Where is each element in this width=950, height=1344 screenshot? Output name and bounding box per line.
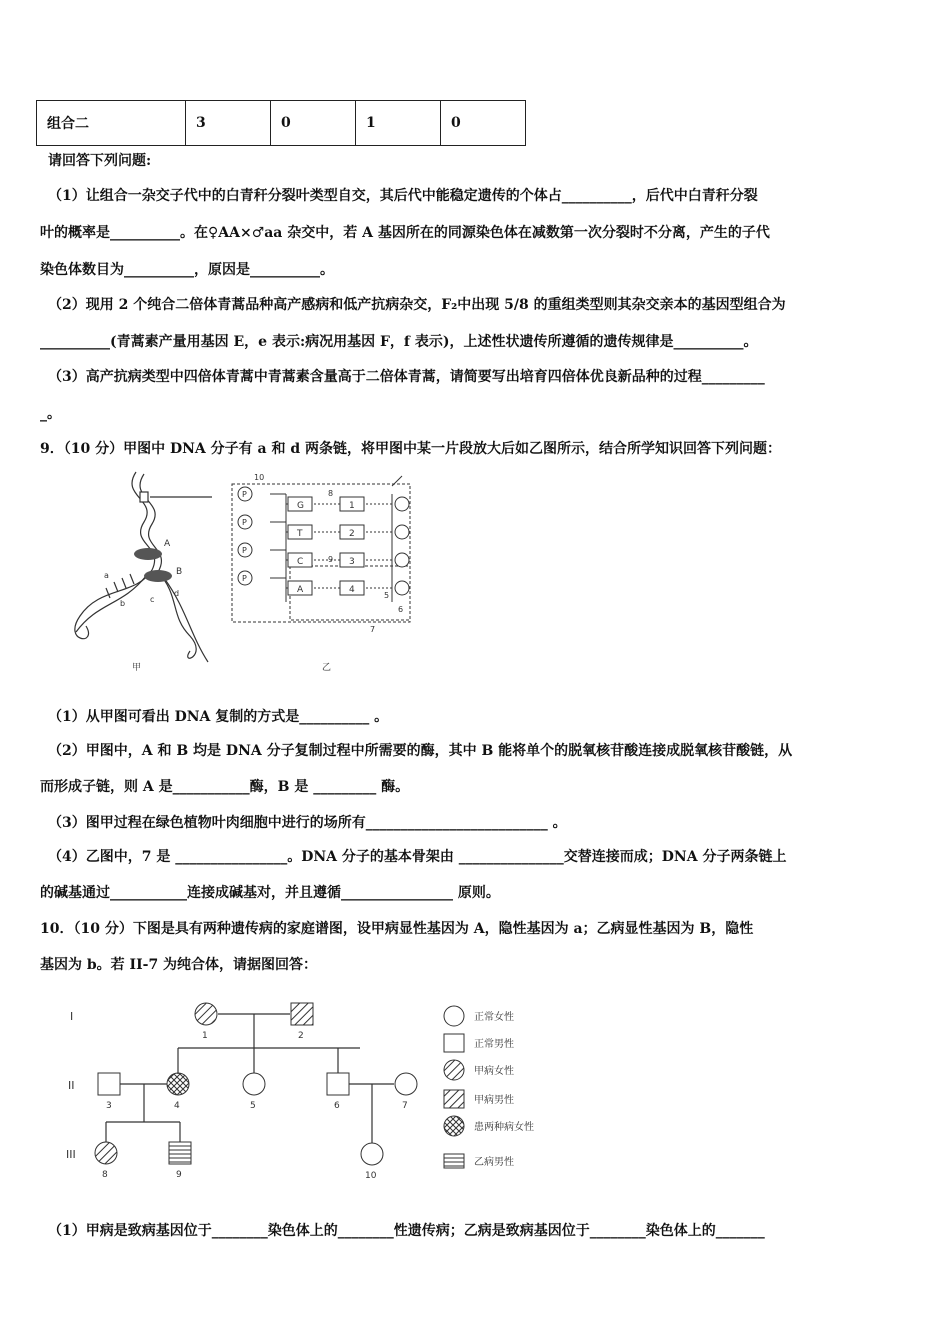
- id-label: 10: [365, 1171, 377, 1181]
- strand-label: b: [120, 599, 126, 608]
- id-label: 1: [202, 1031, 208, 1041]
- text-line: 基因为 b。若 II-7 为纯合体，请据图回答：: [40, 957, 318, 973]
- base-label: T: [297, 529, 303, 539]
- table-cell-group: 组合二: [37, 101, 186, 146]
- question-9-stem: 9．（10 分）甲图中 DNA 分子有 a 和 d 两条链，将甲图中某一片段放大后如乙图所示，结合所学知识回答下列问题：: [40, 441, 781, 457]
- enzyme-b-label: B: [176, 567, 183, 577]
- enzyme-a-label: A: [164, 539, 171, 549]
- text-line: 的碱基通过___________连接成碱基对，并且遵循________________ 原则。: [40, 885, 500, 901]
- generation-label: I: [70, 1010, 74, 1023]
- id-label: 2: [298, 1031, 304, 1041]
- enzyme-b-shape: [144, 570, 172, 582]
- id-label: 9: [176, 1170, 182, 1180]
- generation-label: III: [66, 1148, 76, 1161]
- text-line: 而形成子链，则 A 是___________酶，B 是 _________ 酶。: [40, 779, 410, 795]
- base-label: A: [297, 585, 304, 595]
- phosphate-label: P: [242, 518, 247, 527]
- individual-6: [327, 1073, 349, 1095]
- base-number: 2: [349, 529, 355, 539]
- table-cell: 3: [186, 101, 271, 146]
- figure-jia: [75, 472, 212, 662]
- base-number: 4: [349, 585, 355, 595]
- individual-5: [243, 1073, 265, 1095]
- label-5: 5: [384, 591, 390, 600]
- legend-label: 甲病男性: [474, 1095, 514, 1106]
- enzyme-a-shape: [134, 548, 162, 560]
- text-line: （4）乙图中，7 是 ________________。DNA 分子的基本骨架由 _______________交替连接而成；DNA 分子两条链上: [48, 849, 787, 865]
- legend-label: 乙病男性: [474, 1157, 514, 1168]
- generation-label: II: [68, 1079, 75, 1092]
- table-cell: 0: [441, 101, 526, 146]
- phosphate-label: P: [242, 490, 247, 499]
- text-line: （2）现用 2 个纯合二倍体青蒿品种高产感病和低产抗病杂交，F₂中出现 5/8 的重组类型则其杂交亲本的基因型组合为: [48, 297, 786, 313]
- question-10-stem: 10．（10 分）下图是具有两种遗传病的家庭谱图，设甲病显性基因为 A，隐性基因为 a；乙病显性基因为 B，隐性: [40, 921, 754, 937]
- base-number: 3: [349, 557, 355, 567]
- text-line: （1）让组合一杂交子代中的白青秆分裂叶类型自交，其后代中能稳定遗传的个体占__________，后代中白青秆分裂: [48, 188, 758, 204]
- pedigree-legend: [444, 1006, 534, 1168]
- result-table: [36, 100, 526, 146]
- individual-1: [195, 1003, 217, 1025]
- strand-label: d: [174, 589, 180, 598]
- legend-label: 甲病女性: [474, 1066, 514, 1077]
- phosphate-label: P: [242, 574, 247, 583]
- text-line: （1）甲病是致病基因位于________染色体上的________性遗传病；乙病是致病基因位于________染色体上的_______: [48, 1223, 765, 1239]
- text-line: （1）从甲图可看出 DNA 复制的方式是__________ 。: [48, 709, 389, 725]
- label-8: 8: [328, 489, 334, 498]
- legend-label: 正常女性: [474, 1012, 514, 1023]
- individual-2: [291, 1003, 313, 1025]
- id-label: 7: [402, 1101, 408, 1111]
- text-line: （2）甲图中，A 和 B 均是 DNA 分子复制过程中所需要的酶，其中 B 能将单个的脱氧核苷酸连接成脱氧核苷酸链，从: [48, 743, 793, 759]
- table-row: [37, 101, 526, 146]
- text-line: （3）图甲过程在绿色植物叶肉细胞中进行的场所有__________________________ 。: [48, 815, 567, 831]
- text-line: _。: [40, 406, 61, 422]
- label-6: 6: [398, 605, 404, 614]
- individual-9: [169, 1142, 191, 1164]
- text-line: （3）高产抗病类型中四倍体青蒿中青蒿素含量高于二倍体青蒿，请简要写出培育四倍体优良新品种的过程_________: [48, 369, 765, 385]
- id-label: 8: [102, 1170, 108, 1180]
- table-cell: 0: [271, 101, 356, 146]
- label-7: 7: [370, 625, 376, 634]
- individual-4: [167, 1073, 189, 1095]
- table-cell: 1: [356, 101, 441, 146]
- strand-label: c: [150, 595, 155, 604]
- legend-label: 正常男性: [474, 1039, 514, 1050]
- base-label: C: [297, 557, 304, 567]
- individual-10: [361, 1143, 383, 1165]
- figure-yi-label: 乙: [322, 663, 332, 673]
- base-number: 1: [349, 501, 355, 511]
- figure-yi: [232, 476, 410, 622]
- individual-7: [395, 1073, 417, 1095]
- label-9: 9: [328, 555, 334, 564]
- pedigree-figure: [60, 996, 580, 1188]
- dna-replication-figure: [40, 466, 420, 676]
- id-label: 4: [174, 1101, 180, 1111]
- label-10: 10: [254, 473, 265, 482]
- individual-8: [95, 1142, 117, 1164]
- base-label: G: [297, 501, 304, 511]
- legend-label: 患两种病女性: [474, 1122, 534, 1133]
- id-label: 5: [250, 1101, 256, 1111]
- text-line: 叶的概率是__________。在♀AA×♂aa 杂交中，若 A 基因所在的同源染色体在减数第一次分裂时不分离，产生的子代: [40, 225, 770, 241]
- text-line: 请回答下列问题:: [48, 153, 152, 169]
- individual-3: [98, 1073, 120, 1095]
- id-label: 3: [106, 1101, 112, 1111]
- id-label: 6: [334, 1101, 340, 1111]
- phosphate-label: P: [242, 546, 247, 555]
- figure-jia-label: 甲: [132, 663, 142, 673]
- strand-label: a: [104, 571, 109, 580]
- text-line: 染色体数目为__________，原因是__________。: [40, 262, 334, 278]
- text-line: __________(青蒿素产量用基因 E，e 表示:病况用基因 F，f 表示)，上述性状遗传所遵循的遗传规律是__________。: [40, 334, 758, 350]
